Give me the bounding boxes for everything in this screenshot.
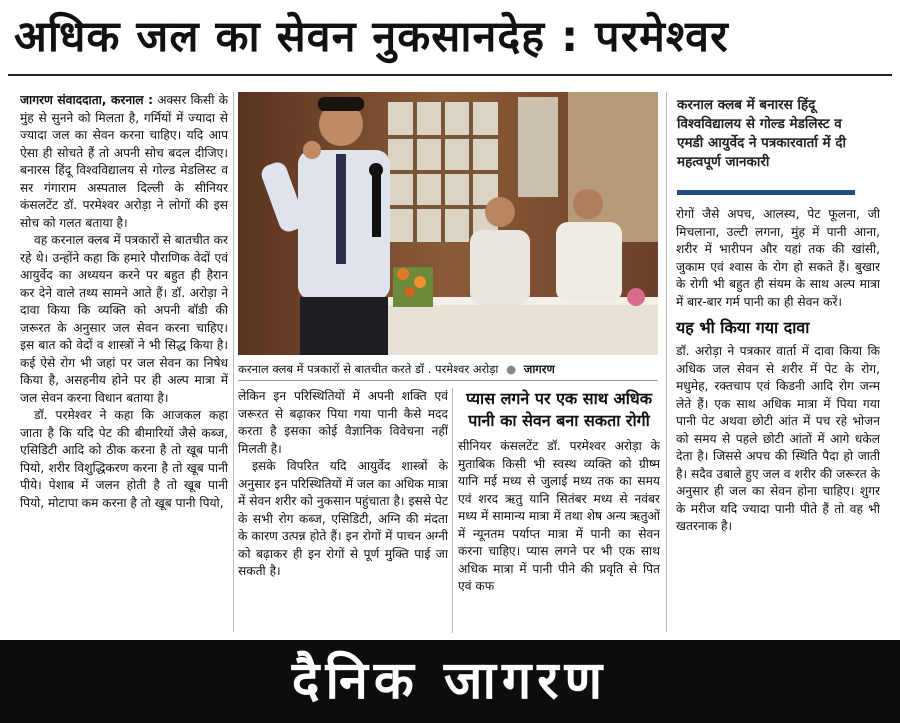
photo-caption (238, 358, 658, 381)
paragraph: डॉ. परमेश्वर ने कहा कि आजकल कहा जाता है कि यदि पेट की बीमारियों जैसे कब्ज, एसिडिटी आदि को ठीक करना है तो खूब पानी पियो, शरीर विशुद्धिकरण करना है तो खूब पानी पीये। पेशाब में जलन होती है तो खूब पानी पियो, मोटापा कम करना है तो खूब पानी पियो, (20, 408, 228, 510)
caption-text: करनाल क्लब में पत्रकारों से बातचीत करते डॉ . परमेश्वर अरोड़ा (238, 362, 499, 376)
newspaper-name: दैनिक जागरण (291, 651, 609, 711)
paragraph: इसके विपरित यदि आयुर्वेद शास्त्रों के अनुसार इन परिस्थितियों में जल का अधिक मात्रा में सेवन शरीर को नुकसान पहुंचाता है। इससे पेट के सभी रोग कब्ज, एसिडिटी, अग्नि की मंदता के कारण उत्पन्न होते हैं। इन रोगों में पाचन अग्नी को बढ़ाकर ही इन रोगों से पूर्ण मुक्ति पाई जा सकती है। (238, 459, 448, 578)
pull-quote: करनाल क्लब में बनारस हिंदू विश्वविद्यालय से गोल्ड मेडलिस्ट व एमडी आयुर्वेद ने पत्रकारवार्ता में दी महत्वपूर्ण जानकारी (677, 97, 846, 170)
column-divider (452, 388, 453, 633)
paragraph: सीनियर कंसलटेंट डॉ. परमेश्वर अरोड़ा के मुताबिक किसी भी स्वस्थ व्यक्ति को ग्रीष्म यानि मई मध्य से जुलाई मध्य तक का समय एवं शरद ऋतु यानि सितंबर मध्य से नवंबर मध्य में सामान्य मात्रा में तथा शेष अन्य ऋतुओं में न्यूनतम पर्याप्त मात्रा में पानी का सेवन करना चाहिए। प्यास लगने पर भी एक साथ अधिक मात्रा में पानी पीने की प्रवृति से पित एवं कफ (458, 439, 660, 593)
paragraph: लेकिन इन परिस्थितियों में अपनी शक्ति एवं जरूरत से बढ़ाकर पिया गया पानी कैसे मदद करता है इसका कोई वैज्ञानिक विवेचना नहीं मिलती है। (238, 389, 448, 456)
headline-rule (8, 74, 892, 76)
headline: अधिक जल का सेवन नुकसानदेह : परमेश्वर (14, 12, 729, 62)
column-4 (676, 206, 880, 633)
caption-separator: ● (506, 362, 517, 376)
photo-credit: जागरण (523, 362, 555, 376)
paragraph: रोगों जैसे अपच, आलस्य, पेट फूलना, जी मिचलाना, उल्टी लगना, मुंह में पानी आना, शरीर में भारीपन और यहां तक की खांसी, जुकाम एवं श्वास के रोग हो सकते हैं। बुखार के रोगी भी बहुत ही संयम के साथ अल्प मात्रा में बार-बार गर्म पानी का ही सेवन करें। (676, 207, 880, 309)
column-3 (458, 388, 660, 633)
paragraph: वह करनाल क्लब में पत्रकारों से बातचीत कर रहे थे। उन्होंने कहा कि हमारे पौराणिक वेदों एवं आयुर्वेद का अध्ययन करने पर बहुत ही हैरान कर देने वाले तथ्य सामने आते हैं। डॉ. अरोड़ा ने दावा किया कि व्यक्ति को अपनी बॉडी की जरूरत के अनुसार जल सेवन करना चाहिए। इस बात को वेदों व शास्त्रों ने भी सिद्ध किया है। कई ऐसे रोग भी जहां पर जल सेवन का निषेध किया है, असहनीय होने पर ही अल्प मात्रा में जल सेवन करना विधान बताया है। (20, 233, 228, 405)
column-2 (238, 388, 448, 633)
paragraph: डॉ. अरोड़ा ने पत्रकार वार्ता में दावा किया कि अधिक जल सेवन से शरीर में पेट के रोग, मधुमेह, रक्तचाप एवं किडनी आदि रोग जन्म लेते हैं। एक साथ अधिक मात्रा में पिया गया पानी पेट अथवा छोटी आंत में पच रहे भोजन को समय से पहले छोटी आंतों में आगे धकेल देता है। जिससे अपच की स्थिति पैदा हो जाती है। सदैव उबाले हुए जल व शरीर की जरूरत के अनुसार ही जल का सेवन होना चाहिए। शुगर के मरीज यदि ज्यादा पानी पीते हैं तो वह भी खतरनाक है। (676, 344, 880, 533)
column-divider (666, 92, 667, 632)
section-subhead: प्यास लगने पर एक साथ अधिक पानी का सेवन बना सकता रोगी (465, 389, 653, 430)
paragraph-text: अक्सर किसी के मुंह से सुनने को मिलता है, गर्मियों में ज्यादा से ज्यादा जल का सेवन करना चाहिए। यदि आप ऐसा ही सोचते हैं तो अपनी सोच बदल दीजिए। बनारस हिंदू विश्वविद्यालय से गोल्ड मेडलिस्ट व सर गंगाराम अस्पताल दिल्ली के सीनियर कंसलटेंट डॉ. परमेश्वर अरोड़ा ने लोगों की इस सोच को गलत बताया है। (20, 93, 228, 230)
pull-quote-bar (677, 190, 855, 195)
byline: जागरण संवाददाता, करनाल : (20, 93, 153, 107)
column-divider (233, 92, 234, 632)
column-1 (20, 92, 228, 632)
news-photo (238, 92, 658, 355)
paragraph (20, 92, 228, 232)
section-subhead: यह भी किया गया दावा (676, 318, 810, 337)
